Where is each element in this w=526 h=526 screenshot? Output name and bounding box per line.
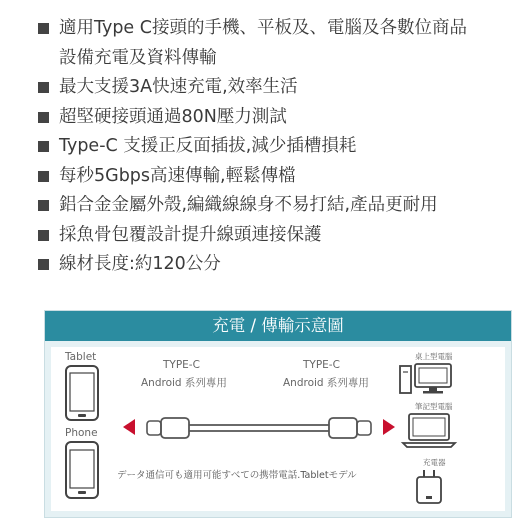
- diagram-panel: [44, 310, 512, 518]
- tablet-label: Tablet: [65, 351, 97, 363]
- diagram-title: 充電 / 傳輸示意圖: [212, 316, 344, 335]
- desktop-label: 桌上型電腦: [415, 352, 453, 361]
- square-bullet-icon: [38, 200, 49, 211]
- feature-item: [38, 73, 508, 103]
- feature-item: [38, 250, 508, 280]
- right-plug-desc: Android 系列專用: [283, 377, 369, 389]
- desktop-computer-icon: [399, 363, 453, 395]
- feature-item: [38, 14, 508, 73]
- laptop-label: 筆記型電腦: [415, 402, 453, 411]
- feature-text-continued: 設備充電及資料傳輸: [59, 47, 217, 68]
- left-plug-desc: Android 系列專用: [141, 377, 227, 389]
- square-bullet-icon: [38, 259, 49, 270]
- feature-item: [38, 191, 508, 221]
- feature-item: [38, 221, 508, 251]
- feature-text: 超堅硬接頭通過80N壓力測試: [59, 106, 287, 127]
- charger-label: 充電器: [423, 458, 446, 467]
- right-plug-type: TYPE-C: [303, 359, 340, 371]
- diagram-body: [51, 347, 505, 511]
- phone-label: Phone: [65, 427, 98, 439]
- square-bullet-icon: [38, 171, 49, 182]
- laptop-icon: [401, 413, 457, 449]
- diagram-header: [45, 311, 511, 341]
- square-bullet-icon: [38, 141, 49, 152]
- usb-c-cable-icon: [145, 415, 373, 441]
- square-bullet-icon: [38, 82, 49, 93]
- feature-item: [38, 103, 508, 133]
- tablet-icon: [65, 365, 99, 421]
- feature-item: [38, 162, 508, 192]
- phone-icon: [65, 441, 99, 499]
- compatibility-note: データ通信可も適用可能すべての携帯電話.Tabletモデル: [117, 470, 357, 481]
- feature-text: 最大支援3A快速充電,效率生活: [59, 77, 298, 97]
- feature-text: Type-C 支援正反面插拔,減少插槽損耗: [59, 136, 357, 156]
- feature-text: 鋁合金金屬外殼,編織線線身不易打結,產品更耐用: [59, 195, 438, 215]
- feature-item: [38, 132, 508, 162]
- square-bullet-icon: [38, 230, 49, 241]
- feature-text: 每秒5Gbps高速傳輸,輕鬆傳檔: [59, 165, 296, 186]
- left-plug-type: TYPE-C: [163, 359, 200, 371]
- square-bullet-icon: [38, 112, 49, 123]
- feature-list: [38, 14, 508, 280]
- feature-text: 適用Type C接頭的手機、平板及、電腦及各數位商品: [59, 18, 467, 38]
- wall-charger-icon: [413, 469, 445, 505]
- feature-text: 線材長度:約120公分: [59, 254, 221, 274]
- feature-text: 採魚骨包覆設計提升線頭連接保護: [59, 224, 322, 245]
- square-bullet-icon: [38, 23, 49, 34]
